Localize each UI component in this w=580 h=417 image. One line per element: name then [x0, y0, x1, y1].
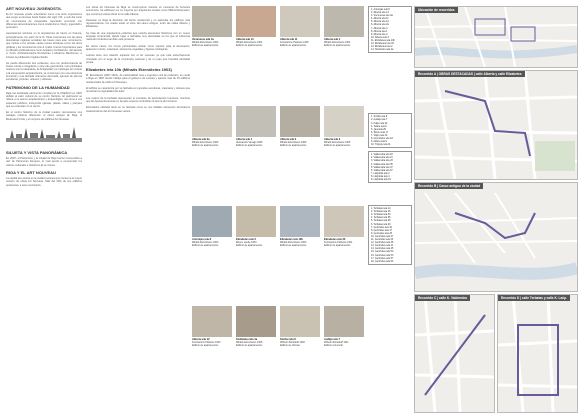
map-route-c[interactable]	[414, 294, 495, 413]
route-list-item: 9. Alberta iela 2	[371, 32, 388, 36]
building-photo	[236, 106, 276, 137]
photo-architect: Konstantīns Pēkšēns 1908	[280, 41, 309, 44]
building-photo	[236, 206, 276, 237]
paragraph: M. Eizenšteins (1867-1921), de nacionalidad rusa e ingeniero civil de profesión, se mudó a Riga en 1897 donde trabajó para el gobierno de Letonia y ejecutó más de 15 edificios residenciales de estilo Art Nouveau.	[86, 74, 190, 84]
photo-card	[280, 6, 320, 47]
route-list-item: 5. Alberta iela 12	[371, 20, 389, 24]
route-list-item: 3. Valdemāra iela 23	[371, 159, 393, 163]
route-list-item: 18. Ģertrūdes iela 64	[371, 259, 394, 263]
photo-desc: Edificio de apartamentos	[280, 244, 307, 247]
route-list-item: 7. Ģertrūdes iela 10	[371, 225, 392, 229]
route-list-b	[368, 113, 412, 148]
heading-patrimonio: PATRIMONIO DE LA HUMANIDAD	[6, 84, 70, 90]
photo-address: Antonijas iela 8	[192, 238, 212, 241]
map-title: Recorrido B | Casco antiguo de la ciudad	[415, 183, 483, 189]
photo-address: Alberta iela 13	[236, 38, 254, 41]
route-list-item: 1. Smilšu iela 8	[371, 115, 388, 119]
building-photo	[280, 6, 320, 37]
photo-address: Elizabetes iela 10b	[280, 238, 303, 241]
paragraph: El Art nouveau puede entenderse como una serie expresiones que surge en Europa hacia finales del siglo XIX, a raíz del inicio de movimientos de vanguardia, buscando encontrar con diferentes denominaciones como modernismo, liberty, jugendstil o secession.	[6, 13, 82, 30]
route-list-item: 1. Antonijas iela 8	[371, 8, 390, 11]
route-list-item: 3. Vienmeras iela 4a	[371, 14, 393, 18]
photo-desc: Edificio de apartamentos	[236, 144, 263, 147]
map-title: Recorrido D | calle Terbatas y calle K. Lačp.	[498, 295, 570, 301]
photo-architect: Wilhelm Bockslaff 1902	[280, 341, 305, 344]
photo-desc: Edificio de apartamentos	[192, 344, 219, 347]
photo-architect: Mihails Eizenšteins 1904	[236, 41, 263, 44]
route-list-item: 14. Strēlnieku iela 4a	[371, 48, 394, 52]
route-list-item: 13. Ģertrūdes iela 41	[371, 244, 394, 248]
photo-architect: Mihails Eizenšteins 1903	[192, 241, 219, 244]
photo-address: Alberta iela 12	[192, 338, 210, 341]
photo-architect: Mihails Eizenšteins 1904	[192, 41, 219, 44]
photo-architect: Mihails Eizenšteins 1906	[280, 141, 307, 144]
photo-architect: Wilhelm Bockslaff 1911	[324, 341, 349, 344]
building-photo	[192, 6, 232, 37]
route-list-item: 12. Ģertrūdes iela 38	[371, 241, 394, 245]
photo-card	[236, 206, 276, 247]
route-list-item: 6. Alberta iela 2a	[371, 23, 389, 27]
map-title: Recorrido C | calle K. Valdemāra	[415, 295, 470, 301]
route-list-item: 11. Elizabetes iela 10b	[371, 38, 395, 42]
photo-card	[192, 106, 232, 147]
route-list-item: 4. Valdemāra iela 35	[371, 162, 393, 166]
route-list-item: 6. Terbatas iela 49	[371, 222, 391, 226]
photo-card	[236, 306, 276, 347]
route-list-item: 11. Ģertrūdes iela 34	[371, 238, 394, 242]
route-list-item: 2. Terbatas iela 15	[371, 210, 391, 214]
map-graphic	[415, 7, 577, 67]
route-list-item: 8. Grēcinieku iela 18	[371, 136, 393, 140]
photo-desc: Edificio de oficinas	[280, 344, 300, 347]
maps-column	[414, 6, 576, 411]
route-list-item: 16. Ģertrūdes iela 53	[371, 253, 394, 257]
route-list-item: 10. Tirgoņu iela 11	[371, 143, 391, 147]
photo-desc: Edificio de apartamentos	[236, 244, 263, 247]
heading-art-nouveau: ART NOUVEAU JUGENDSTIL	[6, 6, 62, 11]
building-photo	[192, 306, 232, 337]
route-list-item: 4. Terbatas iela 35	[371, 216, 391, 220]
paragraph: En varios casos, los muros perimetrales actúan como soporte para la decoración, aparecen rostros, máscaras, elementos vegetales y figuras mitológicas.	[86, 44, 190, 51]
map-graphic	[415, 71, 577, 179]
photo-architect: Mihails Eizenšteins 1903	[280, 241, 307, 244]
paragraph: Letonia tiene una relación especial con el art nouveau ya que está estrechamente vinculado con el auge de la conciencia nacional y de un país que buscaba identidad propia.	[86, 54, 190, 64]
building-photo-grid	[192, 6, 366, 411]
route-list-item: 9. Aldaru iela 9	[371, 140, 387, 144]
route-list-item: 1. Terbatas iela 14	[371, 207, 391, 211]
riga-skyline-illustration	[6, 126, 82, 142]
map-graphic	[415, 183, 577, 291]
route-list-item: 12. Elizabetes iela 33	[371, 42, 394, 46]
photo-card	[324, 106, 364, 147]
heading-elizabetes-10b: Elizabetes iela 10b (Mihails Eizenšteins 1903)	[86, 67, 172, 73]
photo-architect: Mihails Eizenšteins 1906	[192, 141, 219, 144]
photo-desc: Edificio comercial	[324, 344, 343, 347]
photo-desc: Edificio de apartamentos	[280, 144, 307, 147]
photo-architect: Mihails Eizenšteins 1905	[324, 141, 351, 144]
photo-address: Elizabetes iela 33	[324, 238, 346, 241]
route-list-item: 3. Terbatas iela 33	[371, 213, 391, 217]
route-list-item: 4. Alberta iela 11	[371, 17, 389, 21]
photo-address: Audēju iela 7	[324, 338, 340, 341]
map-overview[interactable]	[414, 6, 578, 68]
route-list-item: 5. Valdemāra iela 37	[371, 165, 393, 169]
building-photo	[280, 106, 320, 137]
photo-address: Alberta iela 11	[280, 38, 298, 41]
map-title: Recorrido A | OBRAS DESTACADAS | calle Alberta y calle Elizabetes	[415, 71, 525, 77]
photo-architect: Aleksandrs Vanags 1905	[236, 141, 263, 144]
building-photo	[324, 306, 364, 337]
building-photo	[236, 306, 276, 337]
route-list-item: 15. Ģertrūdes iela 50	[371, 250, 394, 254]
map-route-b[interactable]	[414, 182, 578, 292]
photo-address: Vienmeras iela 4a	[192, 38, 214, 41]
route-list-item: 2. Alberta iela 13	[371, 11, 389, 15]
photo-architect: Konstantīns Pēkšēns 1903	[192, 341, 221, 344]
photo-card	[280, 306, 320, 347]
photo-card	[192, 206, 232, 247]
photo-desc: Edificio de apartamentos	[280, 44, 307, 47]
history-column	[86, 6, 190, 411]
building-photo	[324, 6, 364, 37]
paragraph: Asociaciones técnicas en la arquitectura de hierro en Francia, principalmente con partir de la III. Otras conexiones con las artes decorativas inglesas sentaban las bases para este movimiento, que incluía a los artistas varias ramas artísticas como las artes gráficas y los movimientos Arts & Crafts. Fueron importantes para su difusión publicaciones como Academy Architecture, del alemán A. Koch, Architektonische Rundschau o Moderne Bauformen, e incluso la publicación Inglesa Studio.	[6, 32, 82, 59]
building-photo	[236, 6, 276, 37]
photo-desc: Edificio de apartamentos	[324, 144, 351, 147]
paragraph: Eizenšteins utilizaba tanto en su fachada como en sus detalles elementos decorativos característicos del Art Nouveau vienés.	[86, 106, 190, 113]
photo-card	[192, 6, 232, 47]
paragraph: Destacan en Riga la dirección del barrio residencial y en particular los edificios más representativos, los cuales están al norte del casco antiguo, entre las calles Alberta y Elizabetes.	[86, 18, 190, 29]
photo-desc: Edificio de apartamentos	[192, 244, 219, 247]
route-list-item: 6. Škūņu iela 17	[371, 130, 389, 134]
intro-column	[6, 6, 82, 411]
photo-card	[280, 206, 320, 247]
photo-card	[280, 106, 320, 147]
photo-desc: Edificio de apartamentos	[192, 144, 219, 147]
route-list-item: 8. Alberta iela 1	[371, 29, 388, 33]
photo-card	[236, 106, 276, 147]
photo-card	[324, 6, 364, 47]
photo-card	[236, 6, 276, 47]
photo-card	[192, 306, 232, 347]
route-list-item: 14. Ģertrūdes iela 45	[371, 247, 394, 251]
route-list-item: 9. Ģertrūdes iela 25	[371, 231, 392, 235]
route-list-item: 6. Valdemāra iela 67	[371, 168, 393, 172]
photo-card	[324, 306, 364, 347]
building-photo	[280, 206, 320, 237]
route-list-item: 7. Lāčplēša iela 2	[371, 171, 390, 175]
route-list-d	[368, 205, 412, 265]
photo-desc: Edificio de apartamentos	[236, 44, 263, 47]
route-list-item: 5. Jauniela 25	[371, 127, 386, 131]
paragraph: Se puede diferenciar dos vertientes: una con predominancia de líneas curvas e irregulares y otra más geométrica. Las principales motivos son la naturaleza, la Antigüedad y la mitología. En cuanto a la composición arquitectónica, se construyen con una estructura funcional y una fachada ricamente decorada, ejemplo de ello las esculturas, pinturas, relieves y vidrieras.	[6, 61, 82, 82]
route-list-item: 8. Lāčplēša iela 4	[371, 174, 390, 178]
route-list-item: 7. Alberta iela 4	[371, 26, 388, 30]
building-photo	[192, 106, 232, 137]
route-list-a	[368, 6, 412, 53]
paragraph: En el centro histórico de la ciudad pueden reconocerse tres paisajes urbanos diferentes: el casco antiguo de Riga, el Boulevard Circle y el conjunto de edificios Art Nouveau.	[6, 111, 82, 121]
photo-desc: Edificio de apartamentos	[324, 244, 351, 247]
route-list-c	[368, 151, 412, 183]
route-list-item: 3. Kaļķu iela 22	[371, 121, 388, 125]
route-list-item: 13. Elizabetes iela 2	[371, 45, 393, 49]
photo-desc: Edificio de apartamentos	[324, 44, 351, 47]
route-list-item: 2. Valdemāra iela 21	[371, 156, 393, 160]
route-lists	[368, 6, 412, 411]
building-photo	[324, 206, 364, 237]
photo-architect: Mihails Eizenšteins 1904	[324, 41, 351, 44]
route-list-item: 7. Vaļņu iela 32	[371, 133, 388, 137]
photo-address: Smilšu iela 8	[280, 338, 296, 341]
building-photo	[280, 306, 320, 337]
paragraph: En 2007, el Patrimonio y la ciudad de Riga fueron reconocidos a raíz de Patrimonio Europeo, lo cual ayudó a comprender los valores culturales e históricos de la misma.	[6, 157, 82, 167]
building-photo	[192, 206, 232, 237]
paragraph: Los rostros de la fachada representan el contraste de sentimientos humanos, mientras que las figuras femeninas en la parte superior simbolizan la fuerza del universo.	[86, 96, 190, 103]
building-photo	[324, 106, 364, 137]
photo-address: Alberta iela 3	[324, 138, 341, 141]
route-list-item: 1. Valdemāra iela 18	[371, 153, 393, 157]
paragraph: Riga fue declarada patrimonio mundial por la UNESCO en 1997 debido al valor cultural de su centro histórico. El patrimonio se refiere a su acervo arquitectónico y arqueológico, así como a sus espacios públicos, incluyendo iglesias, plazas, calles y parques que se extienden en el centro.	[6, 91, 82, 108]
photo-address: Strēlnieku iela 4a	[236, 338, 258, 341]
route-list-item: 2. Audēju iela 7	[371, 118, 388, 122]
heading-riga-art-nouveau: RIGA Y EL ART NOUVEAU	[6, 169, 56, 175]
heading-silueta: SILUETA Y VISTA PANORÁMICA	[6, 150, 68, 156]
route-list-item: 10. Ģertrūdes iela 27	[371, 234, 394, 238]
photo-card	[324, 206, 364, 247]
map-graphic	[498, 295, 577, 412]
map-route-d[interactable]	[497, 294, 578, 413]
route-list-item: 17. Ģertrūdes iela 57	[371, 256, 394, 260]
paragraph: Se trata de una arquitectura ecléctica que mezcla elementos históricos con un nuevo lenguaje ornamental, dando lugar a fachadas muy decoradas en los que la influencia nacional romántica también está presente.	[86, 31, 190, 42]
route-list-item: 10. Alberta iela 3	[371, 35, 389, 39]
route-list-item: 4. Teātra iela 9	[371, 124, 387, 128]
map-title: Ubicación de recorridos	[415, 7, 458, 13]
paragraph: La capital de Letonia es la ciudad europea que conserva el mayor número de obras Art Nouveau. Más del 40% de sus edificios pertenecen a este movimiento.	[6, 176, 82, 187]
photo-address: Alberta iela 1	[236, 138, 253, 141]
photo-address: Alberta iela 2a	[192, 138, 210, 141]
map-graphic	[415, 295, 494, 412]
photo-desc: Edificio de apartamentos	[236, 344, 263, 347]
paragraph: El edificio se caracteriza por su fachada con grandes esculturas, máscaras y relieves que remarcan la originalidad del autor.	[86, 87, 190, 94]
photo-architect: Mihails Eizenšteins 1905	[236, 341, 263, 344]
photo-address: Alberta iela 4	[324, 38, 341, 41]
photo-architect: Eižens Laube 1903	[236, 241, 257, 244]
paragraph: Los obras Art Nouveau de Riga se construyeron durante un momento de bonanza económica. Se edificaron en su mayoría por arquitectos locales como Mikhail Eisenstein, que construyó varias obras en la calle Alberta.	[86, 6, 190, 16]
photo-address: Elizabetes iela 2	[236, 238, 256, 241]
route-list-item: 5. Terbatas iela 36	[371, 219, 391, 223]
route-list-item: 9. Lāčplēša iela 51	[371, 178, 391, 181]
photo-architect: Konstantīns Pēkšēns 1901	[324, 241, 353, 244]
photo-desc: Edificio de apartamentos	[192, 44, 219, 47]
photo-address: Alberta iela 2	[280, 138, 297, 141]
route-list-item: 8. Ģertrūdes iela 17	[371, 228, 392, 232]
map-route-a[interactable]	[414, 70, 578, 180]
